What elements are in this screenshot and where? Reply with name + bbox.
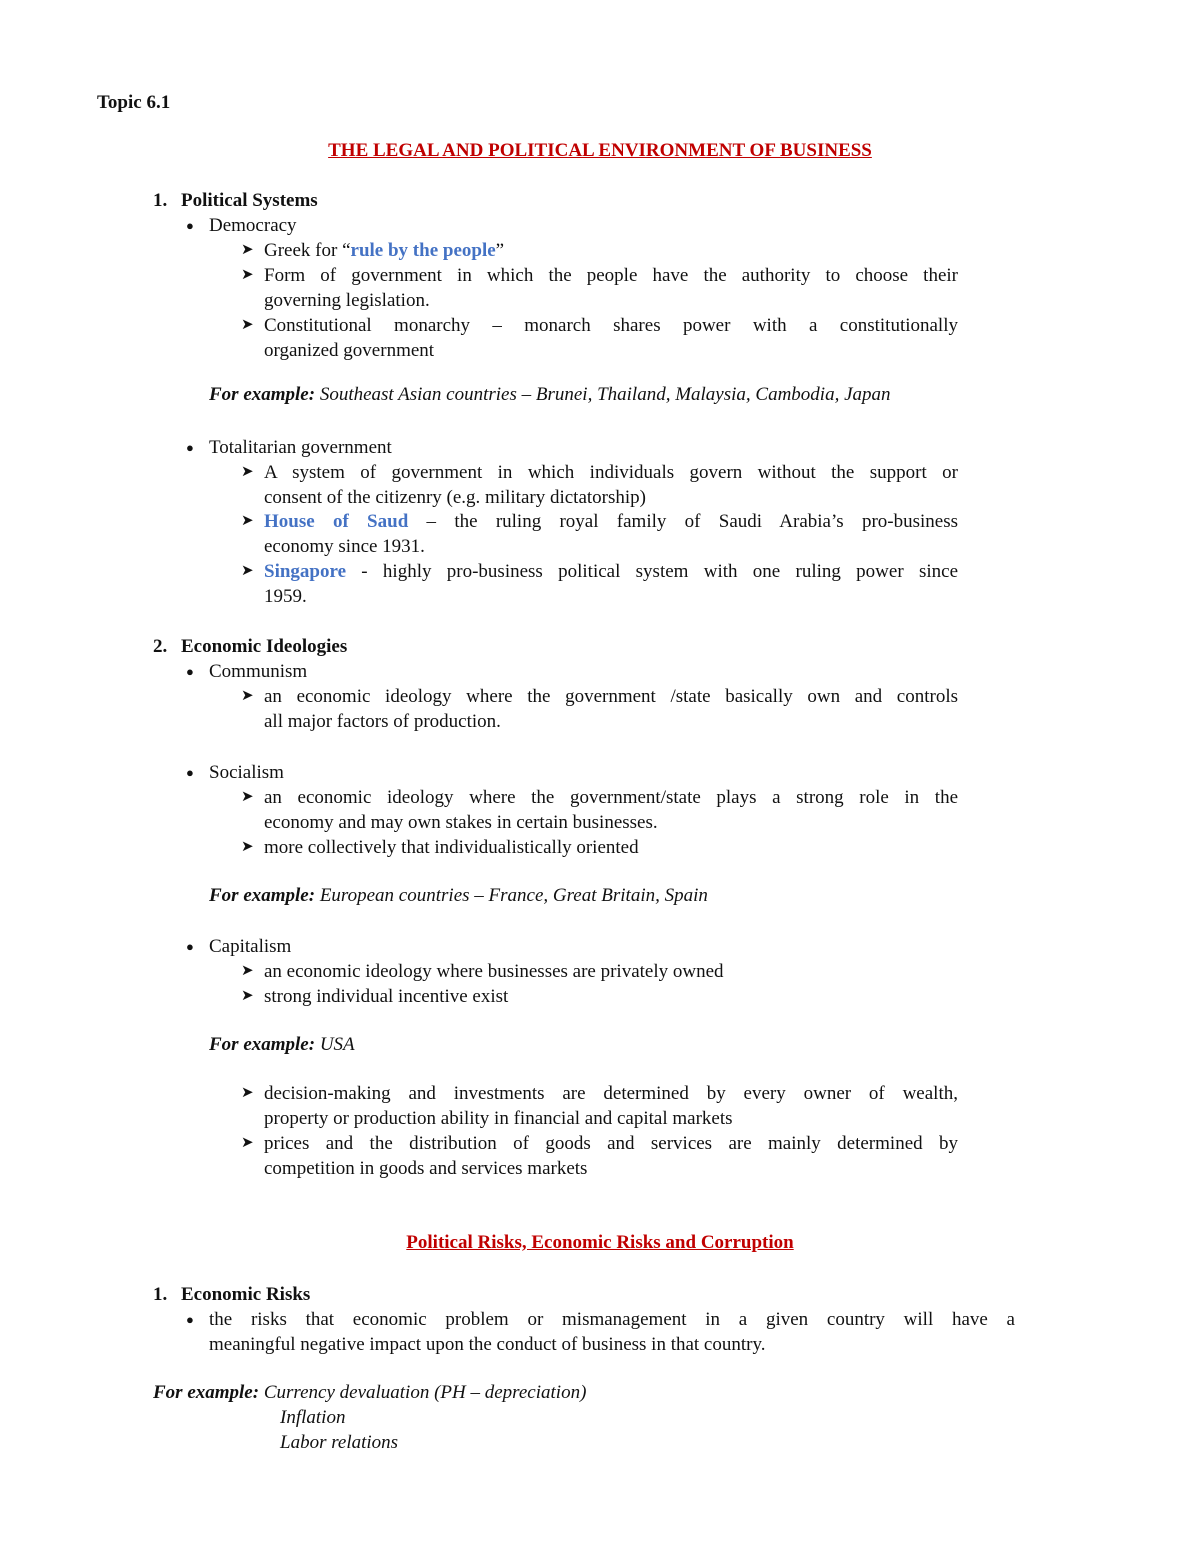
section-3-number: 1. xyxy=(153,1284,168,1305)
bullet-icon: ● xyxy=(186,664,194,679)
totalitarian-point-3-line-2: 1959. xyxy=(264,586,307,607)
arrow-bullet-icon: ➤ xyxy=(241,988,254,1004)
arrow-bullet-icon: ➤ xyxy=(241,513,254,529)
capitalism-point-2: strong individual incentive exist xyxy=(264,986,509,1007)
section-1-heading: Political Systems xyxy=(181,190,318,211)
totalitarian-point-2-line-2: economy since 1931. xyxy=(264,536,425,557)
example-text: Currency devaluation (PH – depreciation) xyxy=(259,1382,587,1403)
democracy-point-3-line-1: Constitutional monarchy – monarch shares power with a constitutionally xyxy=(264,315,958,336)
arrow-bullet-icon: ➤ xyxy=(241,1135,254,1151)
bullet-icon: ● xyxy=(186,440,194,455)
arrow-bullet-icon: ➤ xyxy=(241,242,254,258)
section-subtitle: Political Risks, Economic Risks and Corruption xyxy=(406,1232,794,1253)
economic-risks-point-1-line-1: the risks that economic problem or mismanagement in a given country will have a xyxy=(209,1309,1015,1330)
arrow-bullet-icon: ➤ xyxy=(241,464,254,480)
capitalism-point-4-line-2: competition in goods and services markets xyxy=(264,1158,588,1179)
bullet-icon: ● xyxy=(186,765,194,780)
democracy-point-1-post: ” xyxy=(495,240,505,261)
example-label: For example: xyxy=(209,1034,316,1055)
example-text: USA xyxy=(315,1034,355,1055)
page-title: THE LEGAL AND POLITICAL ENVIRONMENT OF BUSINESS xyxy=(328,140,872,161)
section-3-heading: Economic Risks xyxy=(181,1284,311,1305)
arrow-bullet-icon: ➤ xyxy=(241,839,254,855)
totalitarian-point-2-line-1 xyxy=(264,509,958,534)
arrow-bullet-icon: ➤ xyxy=(241,963,254,979)
democracy-label: Democracy xyxy=(209,215,297,236)
capitalism-point-1: an economic ideology where businesses are privately owned xyxy=(264,961,724,982)
house-of-saud-highlight: House of Saud xyxy=(264,511,409,532)
arrow-bullet-icon: ➤ xyxy=(241,563,254,579)
arrow-bullet-icon: ➤ xyxy=(241,267,254,283)
democracy-point-1 xyxy=(264,238,504,263)
example-labor-relations: Labor relations xyxy=(280,1432,399,1453)
democracy-point-3-line-2: organized government xyxy=(264,340,435,361)
capitalism-example xyxy=(209,1032,355,1057)
example-text: Southeast Asian countries – Brunei, Thailand, Malaysia, Cambodia, Japan xyxy=(315,384,891,405)
example-label: For example: xyxy=(153,1382,260,1403)
section-2-number: 2. xyxy=(153,636,168,657)
arrow-bullet-icon: ➤ xyxy=(241,789,254,805)
democracy-point-2-line-1: Form of government in which the people have the authority to choose their xyxy=(264,265,958,286)
democracy-point-1-pre: Greek for “ xyxy=(264,240,351,261)
economic-risks-point-1-line-2: meaningful negative impact upon the conduct of business in that country. xyxy=(209,1334,766,1355)
arrow-bullet-icon: ➤ xyxy=(241,317,254,333)
economic-risks-example xyxy=(153,1380,586,1405)
socialism-point-1-line-1: an economic ideology where the government/state plays a strong role in the xyxy=(264,787,958,808)
communism-point-1-line-2: all major factors of production. xyxy=(264,711,501,732)
example-text: European countries – France, Great Britain, Spain xyxy=(315,885,708,906)
capitalism-point-3-line-2: property or production ability in financial and capital markets xyxy=(264,1108,733,1129)
section-2-heading: Economic Ideologies xyxy=(181,636,348,657)
bullet-icon: ● xyxy=(186,218,194,233)
bullet-icon: ● xyxy=(186,1312,194,1327)
arrow-bullet-icon: ➤ xyxy=(241,1085,254,1101)
bullet-icon: ● xyxy=(186,939,194,954)
totalitarian-point-3-text: - highly pro-business political system with one ruling power since xyxy=(346,561,958,582)
arrow-bullet-icon: ➤ xyxy=(241,688,254,704)
section-1-number: 1. xyxy=(153,190,168,211)
democracy-point-2-line-2: governing legislation. xyxy=(264,290,430,311)
totalitarian-point-2-text: – the ruling royal family of Saudi Arabia’s pro-business xyxy=(408,511,958,532)
singapore-highlight: Singapore xyxy=(264,561,347,582)
capitalism-point-3-line-1: decision-making and investments are determined by every owner of wealth, xyxy=(264,1083,958,1104)
democracy-example xyxy=(209,382,891,407)
socialism-label: Socialism xyxy=(209,762,284,783)
example-label: For example: xyxy=(209,885,316,906)
socialism-example xyxy=(209,883,708,908)
totalitarian-point-1-line-2: consent of the citizenry (e.g. military dictatorship) xyxy=(264,487,646,508)
democracy-highlight: rule by the people xyxy=(350,240,496,261)
example-inflation: Inflation xyxy=(280,1407,346,1428)
totalitarian-point-1-line-1: A system of government in which individuals govern without the support or xyxy=(264,462,958,483)
topic-label: Topic 6.1 xyxy=(97,92,171,113)
socialism-point-1-line-2: economy and may own stakes in certain businesses. xyxy=(264,812,658,833)
socialism-point-2: more collectively that individualistically oriented xyxy=(264,837,639,858)
totalitarian-point-3-line-1 xyxy=(264,559,958,584)
example-label: For example: xyxy=(209,384,316,405)
capitalism-point-4-line-1: prices and the distribution of goods and services are mainly determined by xyxy=(264,1133,958,1154)
communism-point-1-line-1: an economic ideology where the government /state basically own and controls xyxy=(264,686,958,707)
capitalism-label: Capitalism xyxy=(209,936,292,957)
communism-label: Communism xyxy=(209,661,308,682)
totalitarian-label: Totalitarian government xyxy=(209,437,392,458)
